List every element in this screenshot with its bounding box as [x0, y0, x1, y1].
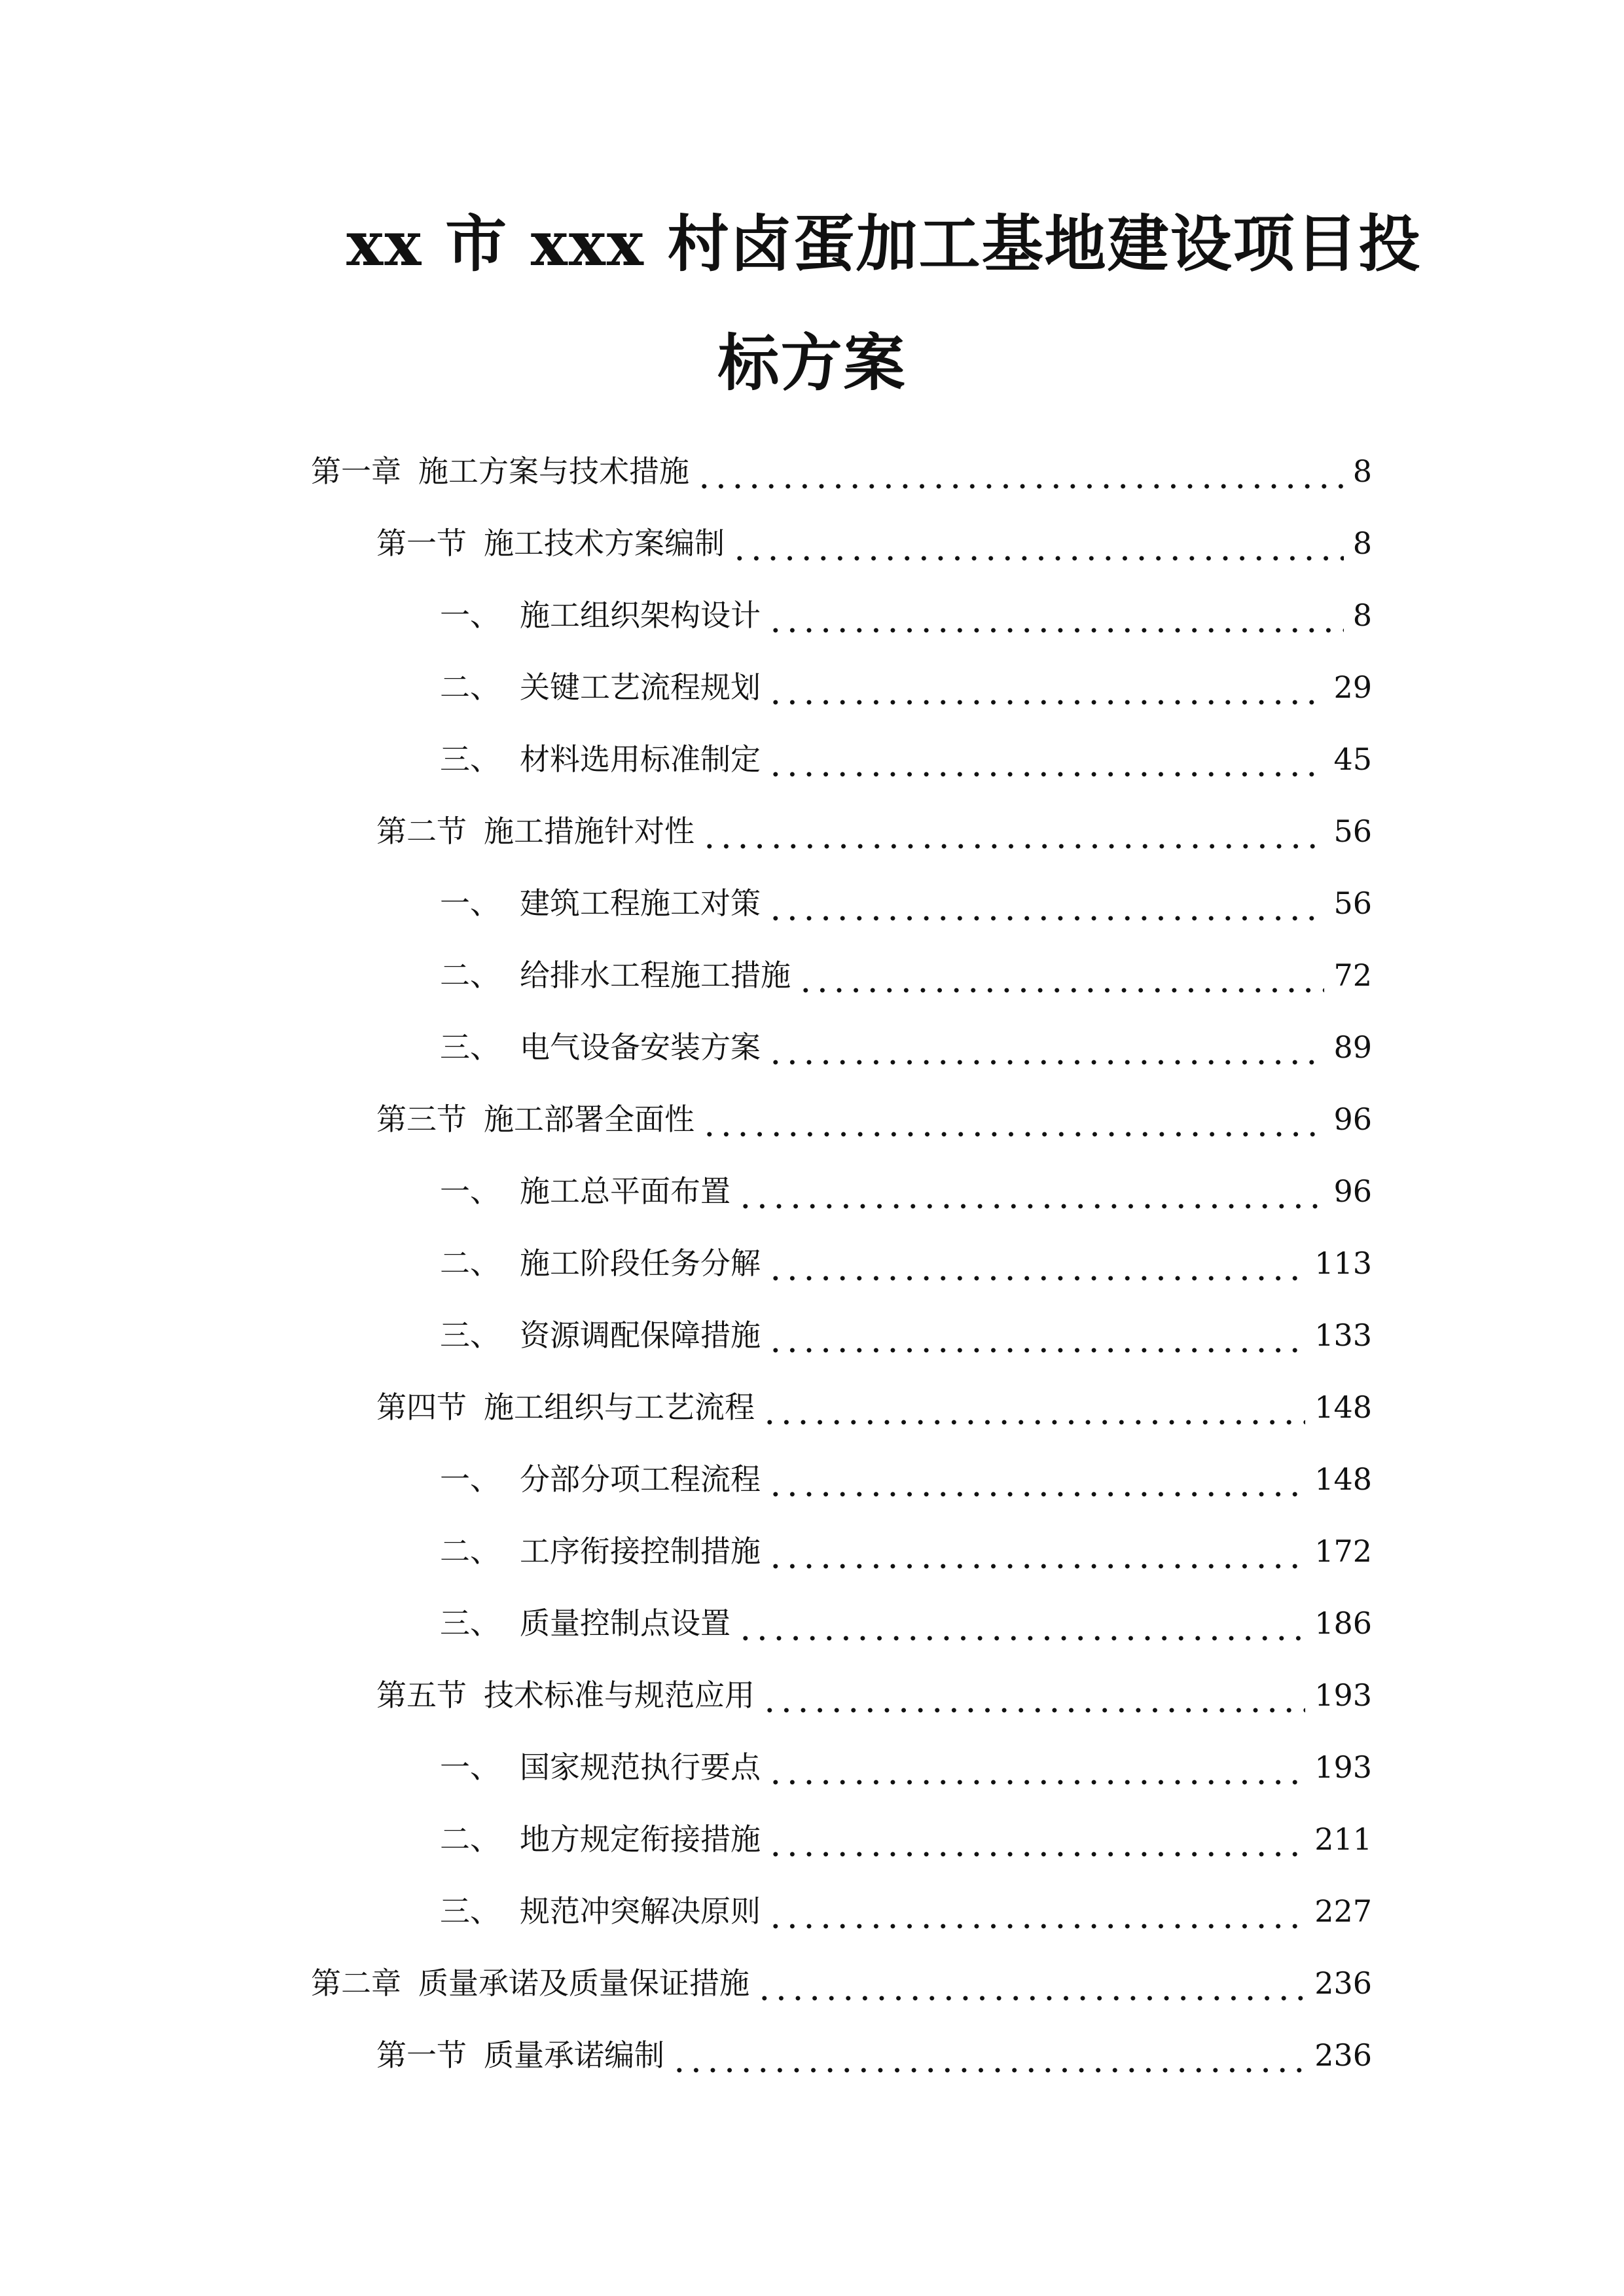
toc-entry-page-number: 236 — [1314, 2037, 1372, 2073]
toc-dot-leader — [731, 517, 1344, 569]
toc-dot-leader — [737, 1165, 1324, 1217]
toc-entry-title: 资源调配保障措施 — [520, 1318, 761, 1353]
toc-entry-title: 材料选用标准制定 — [520, 742, 761, 777]
toc-entry-number: 第三节 — [376, 1102, 467, 1137]
toc-entry-number: 二、 — [440, 958, 500, 993]
toc-entry-page-number: 227 — [1314, 1893, 1372, 1929]
toc-entry-title: 给排水工程施工措施 — [520, 958, 791, 993]
toc-dot-leader — [767, 1813, 1305, 1865]
toc-entry-level-3[interactable] — [440, 1309, 1372, 1361]
toc-dot-leader — [701, 805, 1324, 857]
toc-entry-page-number: 96 — [1333, 1174, 1372, 1209]
toc-entry-label — [376, 517, 725, 569]
toc-entry-number: 三、 — [440, 1605, 500, 1641]
toc-entry-number: 二、 — [440, 1534, 500, 1569]
toc-entry-level-3[interactable] — [440, 1741, 1372, 1793]
toc-entry-number: 三、 — [440, 742, 500, 777]
toc-dot-leader — [737, 1597, 1305, 1649]
toc-entry-title: 工序衔接控制措施 — [520, 1534, 761, 1569]
toc-entry-level-3[interactable] — [440, 949, 1372, 1001]
toc-entry-level-3[interactable] — [440, 1237, 1372, 1289]
toc-entry-page-number: 8 — [1352, 526, 1372, 561]
toc-entry-label — [440, 661, 761, 713]
toc-entry-label — [440, 1165, 731, 1217]
toc-entry-label — [376, 805, 695, 857]
toc-entry-page-number: 72 — [1333, 958, 1372, 993]
toc-entry-page-number: 29 — [1333, 670, 1372, 705]
toc-entry-number: 第二章 — [311, 1965, 401, 2001]
document-title-line-1: xx 市 xxx 村卤蛋加工基地建设项目投 — [346, 208, 1422, 280]
toc-entry-level-2[interactable] — [376, 1669, 1372, 1721]
toc-entry-label — [376, 1093, 695, 1145]
toc-dot-leader — [767, 1525, 1305, 1577]
document-title-line-2: 标方案 — [717, 327, 907, 399]
toc-dot-leader — [767, 589, 1344, 641]
toc-entry-number: 三、 — [440, 1030, 500, 1065]
toc-entry-level-3[interactable] — [440, 661, 1372, 713]
toc-entry-label — [311, 445, 689, 497]
toc-dot-leader — [767, 1741, 1305, 1793]
toc-dot-leader — [761, 1381, 1305, 1433]
toc-dot-leader — [761, 1669, 1305, 1721]
toc-entry-page-number: 56 — [1333, 886, 1372, 921]
toc-entry-title: 质量控制点设置 — [520, 1605, 731, 1641]
toc-entry-number: 一、 — [440, 886, 500, 921]
toc-entry-level-3[interactable] — [440, 1453, 1372, 1505]
toc-entry-label — [440, 1597, 731, 1649]
toc-entry-number: 第五节 — [376, 1677, 467, 1713]
toc-entry-level-1[interactable] — [311, 1957, 1372, 2009]
toc-entry-level-2[interactable] — [376, 1093, 1372, 1145]
toc-entry-number: 第一章 — [311, 454, 401, 489]
toc-entry-level-3[interactable] — [440, 1813, 1372, 1865]
toc-entry-level-3[interactable] — [440, 877, 1372, 929]
toc-dot-leader — [701, 1093, 1324, 1145]
toc-entry-title: 建筑工程施工对策 — [520, 886, 761, 921]
toc-dot-leader — [767, 661, 1324, 713]
toc-entry-level-2[interactable] — [376, 517, 1372, 569]
toc-entry-label — [440, 589, 761, 641]
toc-entry-title: 施工方案与技术措施 — [418, 454, 689, 489]
toc-entry-label — [311, 1957, 749, 2009]
toc-entry-number: 第二节 — [376, 814, 467, 849]
toc-dot-leader — [756, 1957, 1305, 2009]
toc-entry-page-number: 133 — [1314, 1318, 1372, 1353]
toc-entry-level-2[interactable] — [376, 805, 1372, 857]
toc-entry-label — [440, 1237, 761, 1289]
toc-entry-label — [376, 1381, 755, 1433]
toc-entry-label — [440, 949, 791, 1001]
toc-entry-page-number: 193 — [1314, 1749, 1372, 1785]
toc-entry-number: 第四节 — [376, 1390, 467, 1425]
toc-entry-title: 技术标准与规范应用 — [484, 1677, 755, 1713]
toc-entry-page-number: 96 — [1333, 1102, 1372, 1137]
toc-entry-page-number: 45 — [1333, 742, 1372, 777]
toc-entry-label — [440, 1309, 761, 1361]
toc-entry-level-3[interactable] — [440, 1597, 1372, 1649]
toc-entry-number: 三、 — [440, 1318, 500, 1353]
toc-dot-leader — [767, 1453, 1305, 1505]
toc-entry-number: 一、 — [440, 598, 500, 633]
toc-entry-number: 二、 — [440, 1821, 500, 1857]
toc-entry-number: 一、 — [440, 1174, 500, 1209]
toc-entry-level-1[interactable] — [311, 445, 1372, 497]
toc-entry-level-2[interactable] — [376, 1381, 1372, 1433]
toc-entry-page-number: 186 — [1314, 1605, 1372, 1641]
toc-entry-page-number: 56 — [1333, 814, 1372, 849]
toc-dot-leader — [767, 1885, 1305, 1937]
toc-entry-title: 关键工艺流程规划 — [520, 670, 761, 705]
toc-entry-label — [440, 1525, 761, 1577]
toc-entry-title: 施工部署全面性 — [484, 1102, 695, 1137]
toc-entry-title: 施工技术方案编制 — [484, 526, 725, 561]
toc-entry-title: 施工组织架构设计 — [520, 598, 761, 633]
toc-entry-level-3[interactable] — [440, 1165, 1372, 1217]
toc-entry-level-3[interactable] — [440, 589, 1372, 641]
toc-entry-label — [440, 1813, 761, 1865]
toc-entry-title: 规范冲突解决原则 — [520, 1893, 761, 1929]
toc-entry-title: 分部分项工程流程 — [520, 1462, 761, 1497]
toc-entry-label — [440, 733, 761, 785]
toc-entry-number: 第一节 — [376, 526, 467, 561]
toc-entry-page-number: 113 — [1314, 1246, 1372, 1281]
toc-entry-title: 施工总平面布置 — [520, 1174, 731, 1209]
toc-entry-title: 国家规范执行要点 — [520, 1749, 761, 1785]
toc-entry-page-number: 236 — [1314, 1965, 1372, 2001]
toc-entry-page-number: 211 — [1314, 1821, 1372, 1857]
toc-entry-label — [440, 1885, 761, 1937]
toc-entry-label — [376, 1669, 755, 1721]
toc-entry-title: 地方规定衔接措施 — [520, 1821, 761, 1857]
toc-dot-leader — [671, 2029, 1305, 2081]
toc-entry-title: 施工组织与工艺流程 — [484, 1390, 755, 1425]
toc-entry-level-3[interactable] — [440, 1885, 1372, 1937]
toc-entry-level-3[interactable] — [440, 1021, 1372, 1073]
toc-entry-title: 施工阶段任务分解 — [520, 1246, 761, 1281]
toc-entry-page-number: 172 — [1314, 1534, 1372, 1569]
toc-entry-page-number: 148 — [1314, 1462, 1372, 1497]
toc-entry-number: 三、 — [440, 1893, 500, 1929]
toc-entry-page-number: 89 — [1333, 1030, 1372, 1065]
toc-dot-leader — [767, 733, 1324, 785]
toc-entry-page-number: 8 — [1352, 598, 1372, 633]
toc-dot-leader — [767, 877, 1324, 929]
toc-entry-title: 质量承诺编制 — [484, 2037, 664, 2073]
toc-entry-title: 电气设备安装方案 — [520, 1030, 761, 1065]
toc-entry-label — [440, 1021, 761, 1073]
toc-dot-leader — [797, 949, 1324, 1001]
toc-entry-page-number: 148 — [1314, 1390, 1372, 1425]
toc-entry-label — [440, 1741, 761, 1793]
toc-entry-label — [440, 877, 761, 929]
toc-entry-level-2[interactable] — [376, 2029, 1372, 2081]
toc-entry-page-number: 8 — [1352, 454, 1372, 489]
toc-entry-number: 二、 — [440, 1246, 500, 1281]
toc-dot-leader — [696, 445, 1344, 497]
toc-dot-leader — [767, 1309, 1305, 1361]
toc-dot-leader — [767, 1237, 1305, 1289]
toc-entry-number: 二、 — [440, 670, 500, 705]
toc-dot-leader — [767, 1021, 1324, 1073]
toc-entry-level-3[interactable] — [440, 733, 1372, 785]
toc-entry-label — [440, 1453, 761, 1505]
toc-entry-level-3[interactable] — [440, 1525, 1372, 1577]
toc-entry-page-number: 193 — [1314, 1677, 1372, 1713]
toc-entry-label — [376, 2029, 664, 2081]
toc-entry-number: 一、 — [440, 1749, 500, 1785]
toc-entry-number: 第一节 — [376, 2037, 467, 2073]
toc-entry-title: 质量承诺及质量保证措施 — [418, 1965, 749, 2001]
toc-entry-title: 施工措施针对性 — [484, 814, 695, 849]
toc-entry-number: 一、 — [440, 1462, 500, 1497]
